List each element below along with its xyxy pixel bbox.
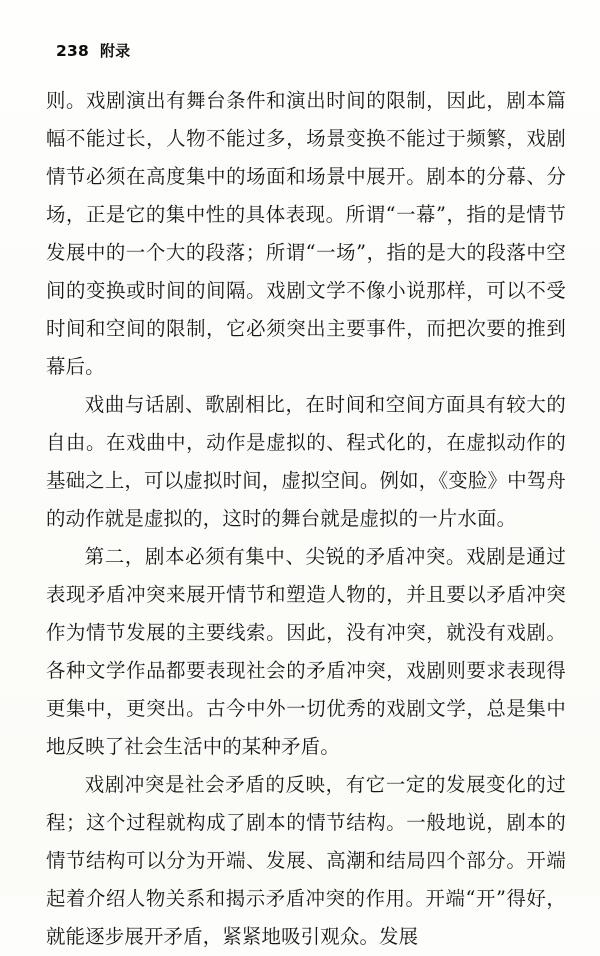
paragraph: 戏剧冲突是社会矛盾的反映，有它一定的发展变化的过程；这个过程就构成了剧本的情节结构。一般地说，剧本的情节结构可以分为开端、发展、高潮和结局四个部分。开端起着介绍人物关系和揭示矛盾冲突的作用。开端“开”得好，就能逐步展开矛盾，紧紧地吸引观众。发展 [46,773,566,948]
paragraph: 戏曲与话剧、歌剧相比，在时间和空间方面具有较大的自由。在戏曲中，动作是虚拟的、程式化的，在虚拟动作的基础之上，可以虚拟时间，虚拟空间。例如，《变脸》中驾舟的动作就是虚拟的，这时的舞台就是虚拟的一片水面。 [46,393,566,530]
running-head [56,40,130,61]
body-text-block [46,82,566,956]
page-number: 238 [56,42,89,60]
section-title: 附录 [99,42,131,60]
paragraph: 第二，剧本必须有集中、尖锐的矛盾冲突。戏剧是通过表现矛盾冲突来展开情节和塑造人物的，并且要以矛盾冲突作为情节发展的主要线索。因此，没有冲突，就没有戏剧。各种文学作品都要表现社会的矛盾冲突，戏剧则要求表现得更集中，更突出。古今中外一切优秀的戏剧文学，总是集中地反映了社会生活中的某种矛盾。 [46,545,566,758]
paragraph: 则。戏剧演出有舞台条件和演出时间的限制，因此，剧本篇幅不能过长，人物不能过多，场景变换不能过于频繁，戏剧情节必须在高度集中的场面和场景中展开。剧本的分幕、分场，正是它的集中性的具体表现。所谓“一幕”，指的是情节发展中的一个大的段落；所谓“一场”，指的是大的段落中空间的变换或时间的间隔。戏剧文学不像小说那样，可以不受时间和空间的限制，它必须突出主要事件，而把次要的推到幕后。 [46,89,566,378]
